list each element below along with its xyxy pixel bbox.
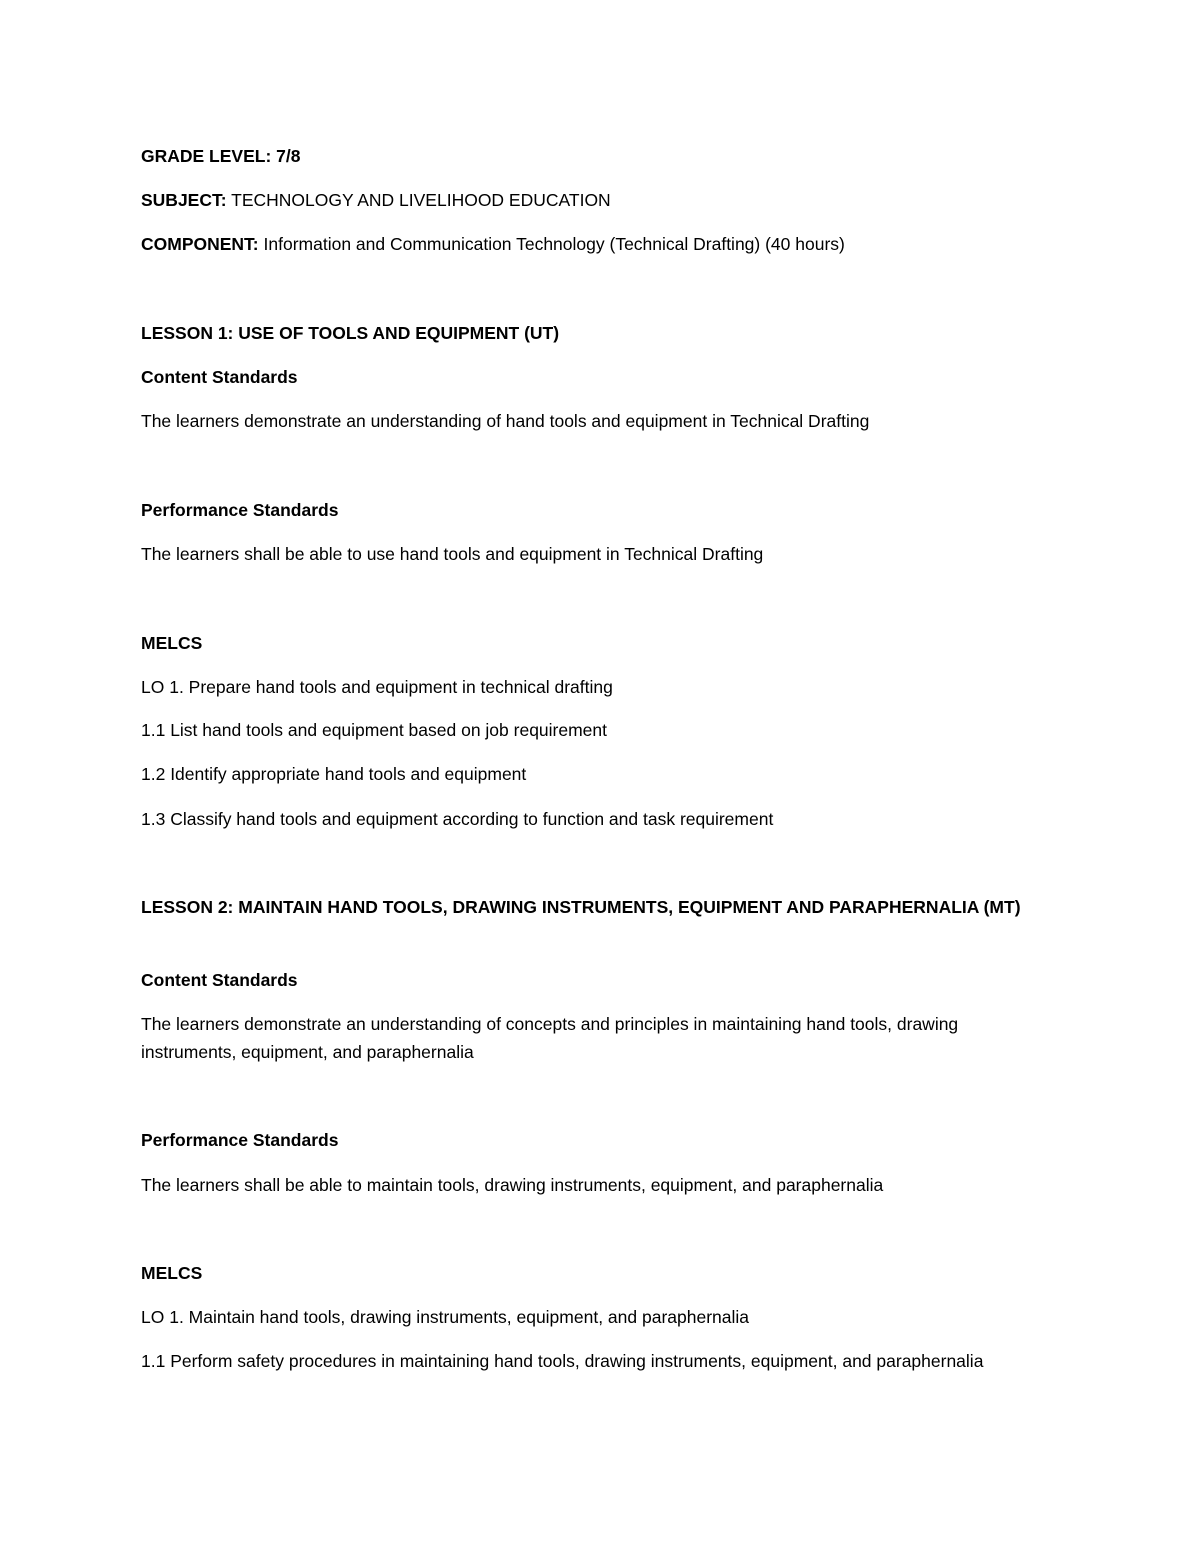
lesson1-melcs-heading: MELCS <box>141 633 203 653</box>
component-label: COMPONENT: <box>141 234 259 254</box>
grade-level-value: 7/8 <box>271 146 301 166</box>
grade-level-label: GRADE LEVEL: <box>141 146 272 166</box>
lesson2-melcs-heading: MELCS <box>141 1263 203 1283</box>
lesson1-performance-heading: Performance Standards <box>141 500 339 520</box>
lesson2-content-text: The learners demonstrate an understanding of concepts and principles in maintaining hand tools, drawing instruments, equipment, and paraphernalia <box>141 1014 959 1062</box>
lesson1-lo: LO 1. Prepare hand tools and equipment in technical drafting <box>141 677 613 697</box>
lesson2-lo: LO 1. Maintain hand tools, drawing instruments, equipment, and paraphernalia <box>141 1307 750 1327</box>
subject-line <box>141 186 1031 214</box>
lesson1-item: 1.3 Classify hand tools and equipment according to function and task requirement <box>141 809 774 829</box>
component-line <box>141 230 1031 258</box>
grade-level-line <box>141 142 1031 170</box>
lesson1-performance-text: The learners shall be able to use hand tools and equipment in Technical Drafting <box>141 544 764 564</box>
lesson1-content-heading: Content Standards <box>141 367 298 387</box>
lesson2-title: LESSON 2: MAINTAIN HAND TOOLS, DRAWING INSTRUMENTS, EQUIPMENT AND PARAPHERNALIA (MT) <box>141 897 1021 917</box>
lesson2-performance-heading: Performance Standards <box>141 1130 339 1150</box>
lesson2-performance-text: The learners shall be able to maintain tools, drawing instruments, equipment, and paraphernalia <box>141 1175 884 1195</box>
component-value: Information and Communication Technology (Technical Drafting) (40 hours) <box>258 234 845 254</box>
lesson1-content-text: The learners demonstrate an understanding of hand tools and equipment in Technical Drafting <box>141 411 870 431</box>
subject-label: SUBJECT: <box>141 190 227 210</box>
subject-value: TECHNOLOGY AND LIVELIHOOD EDUCATION <box>226 190 611 210</box>
lesson2-content-heading: Content Standards <box>141 970 298 990</box>
lesson1-title: LESSON 1: USE OF TOOLS AND EQUIPMENT (UT) <box>141 323 560 343</box>
lesson1-item: 1.2 Identify appropriate hand tools and equipment <box>141 764 527 784</box>
lesson1-item: 1.1 List hand tools and equipment based on job requirement <box>141 720 608 740</box>
lesson2-item: 1.1 Perform safety procedures in maintaining hand tools, drawing instruments, equipment, and paraphernalia <box>141 1351 984 1371</box>
